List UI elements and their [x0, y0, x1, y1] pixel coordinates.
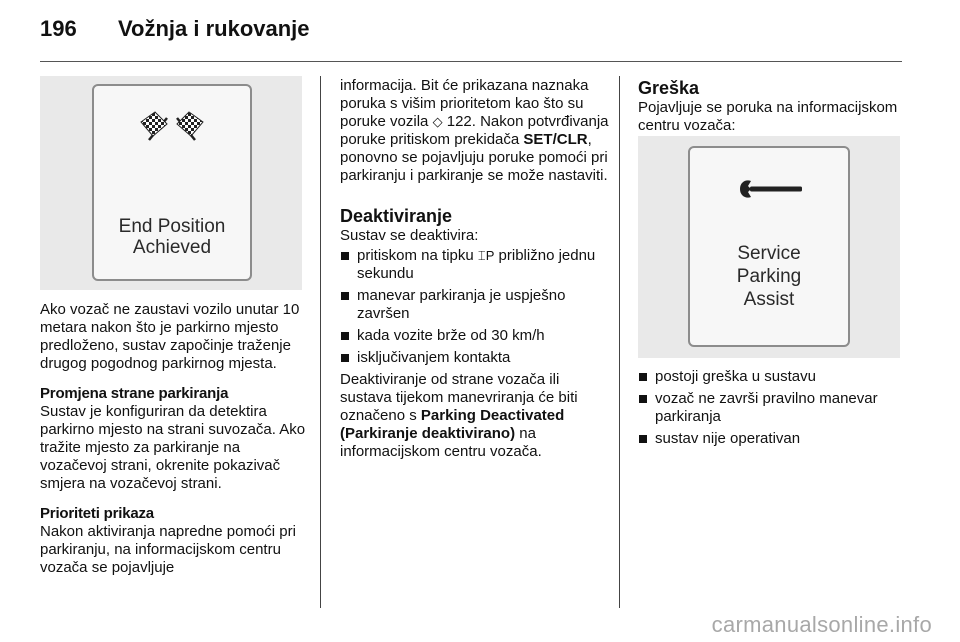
list-item: kada vozite brže od 30 km/h — [340, 327, 612, 345]
list-item: vozač ne završi pravilno manevar parkiranja — [638, 390, 900, 426]
column-divider-1 — [320, 76, 321, 608]
header-rule — [40, 61, 902, 62]
column-3-list — [638, 366, 900, 452]
watermark: carmanualsonline.info — [711, 612, 932, 637]
column-2 — [340, 77, 612, 461]
parking-assist-button-icon: ⌶P — [477, 248, 495, 263]
error-title: Greška — [638, 78, 700, 98]
list-item: manevar parkiranja je uspješno završen — [340, 287, 612, 323]
priorities-paragraph: Nakon aktiviranja napredne pomoći pri parkiranju, na informacijskom centru vozača se pojavljuje — [40, 523, 296, 576]
screen-line-1: End Position — [118, 216, 226, 237]
checkered-flags-icon — [137, 110, 207, 146]
deactivation-note — [340, 371, 612, 461]
side-change-title: Promjena strane parkiranja — [40, 385, 229, 402]
display-screen — [92, 84, 252, 281]
continued-paragraph — [340, 77, 612, 185]
column-3 — [638, 77, 900, 135]
parking-deactivated-label: Parking Deactivated (Parkiranje deaktivirano) — [340, 407, 565, 442]
wrench-icon — [736, 176, 806, 202]
page-heading: Vožnja i rukovanje — [118, 16, 310, 41]
column-1 — [40, 301, 310, 577]
intro-paragraph: Ako vozač ne zaustavi vozilo unutar 10 metara nakon što je parkirno mjesto predloženo, sustav započinje traženje drugog pogodnog parkirnog mjesta. — [40, 301, 300, 372]
priorities-title: Prioriteti prikaza — [40, 505, 154, 522]
page-reference: 122 — [446, 113, 472, 130]
display-screen — [688, 146, 850, 347]
figure-service-parking-assist — [638, 136, 900, 358]
list-item: isključivanjem kontakta — [340, 349, 612, 367]
screen-message — [690, 242, 848, 311]
screen-line-3: Assist — [743, 289, 795, 310]
column-divider-2 — [619, 76, 620, 608]
bullet-text: približno jednu sekundu — [357, 247, 596, 282]
list-item — [340, 247, 612, 283]
note-text-a: Deaktiviranje od strane vozača ili sustava tijekom manevriranja će biti označeno s — [340, 371, 578, 424]
screen-message — [94, 216, 250, 258]
screen-line-1: Service — [737, 243, 801, 264]
deactivation-list — [340, 247, 612, 367]
note-text-b: na informacijskom centru vozača. — [340, 425, 542, 460]
continued-text-c: , ponovno se pojavljuju poruke pomoći pri parkiranju i parkiranje se može nastaviti. — [340, 131, 608, 184]
page-number: 196 — [40, 16, 77, 41]
screen-line-2: Achieved — [132, 237, 212, 258]
deactivation-intro: Sustav se deaktivira: — [340, 227, 479, 244]
screen-line-2: Parking — [736, 266, 802, 287]
figure-end-position — [40, 76, 302, 290]
list-item: sustav nije operativan — [638, 430, 900, 448]
continued-text-b: . Nakon potvrđivanja poruke pritiskom prekidača — [340, 113, 609, 148]
list-item: postoji greška u sustavu — [638, 368, 900, 386]
error-list — [638, 368, 900, 448]
deactivation-title: Deaktiviranje — [340, 206, 453, 226]
set-clr-label: SET/CLR — [523, 131, 588, 148]
bullet-text: pritiskom na tipku — [357, 247, 474, 264]
continued-text-a: informacija. Bit će prikazana naznaka poruka s višim prioritetom kao što su poruke vozila — [340, 77, 589, 130]
error-intro: Pojavljuje se poruka na informacijskom centru vozača: — [638, 99, 898, 134]
page-reference-icon: ◇ — [432, 114, 443, 129]
side-change-paragraph: Sustav je konfiguriran da detektira parkirno mjesto na strani suvozača. Ako tražite mjesto za parkiranje na vozačevoj strani, okrenite pokazivač smjera na vozačevoj strani. — [40, 403, 306, 492]
